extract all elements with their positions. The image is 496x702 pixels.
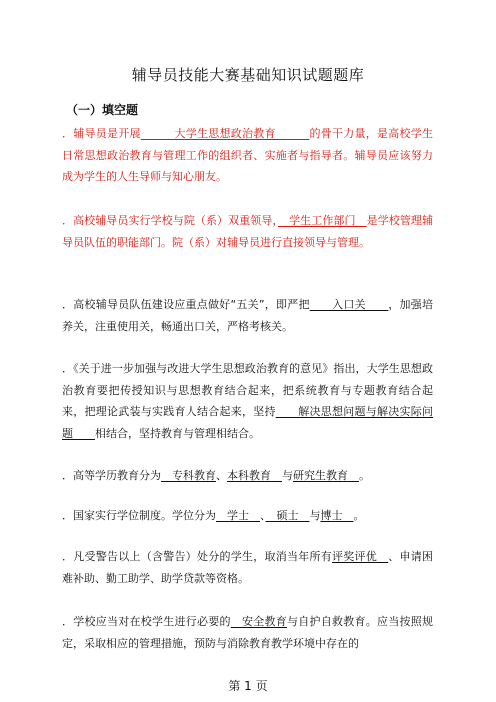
- answer-blank: 大学生思想政治教育: [140, 127, 310, 140]
- question-2: ．高校辅导员实行学校与院（系）双重领导， 学生工作部门 是学校管理辅导员队伍的职能部门。院（系）对辅导员进行直接领导与管理。: [62, 214, 434, 249]
- page-number: 第 1 页: [228, 679, 268, 693]
- question-3: ．高校辅导员队伍建设应重点做好“五关”，即严把 入口关 ，加强培养关，注重使用关，畅通出口关，严格考核关。: [62, 298, 434, 333]
- answer-blank: 安全教育: [230, 615, 287, 628]
- answer-blank: 硕士: [265, 509, 310, 522]
- section-heading: （一）填空题: [66, 103, 139, 117]
- answer-blank: 专科教育: [161, 469, 216, 482]
- question-7: ．凡受警告以上（含警告）处分的学生，取消当年所有评奖评优 、申请困难补助、勤工助学、助学贷款等资格。: [62, 550, 433, 585]
- answer-blank: 研究生教育: [293, 469, 359, 482]
- answer-blank: 入口关: [309, 298, 389, 311]
- document-title: 辅导员技能大赛基础知识试题题库: [131, 66, 365, 84]
- answer-blank: 解决思想问题与解决实际问题: [62, 405, 433, 440]
- question-4: ．《关于进一步加强与改进大学生思想政治教育的意见》指出，大学生思想政治教育要把传授知识与思想教育结合起来，把系统教育与专题教育结合起来，把理论武装与实践育人结合起来，坚持 解决思想问题与解决实际问题 相结合，坚持教育与管理相结合。: [62, 362, 433, 440]
- answer-blank: 学生工作部门: [278, 214, 367, 227]
- answer-blank: 评奖评优: [332, 550, 389, 563]
- answer-blank: 本科教育: [227, 469, 282, 482]
- question-6: ．国家实行学位制度。学位分为 学士 、 硕士 与博士 。: [62, 509, 365, 522]
- answer-blank: 学士: [216, 509, 260, 522]
- question-1: ．辅导员是开展 大学生思想政治教育 的骨干力量，是高校学生日常思想政治教育与管理工作的组织者、实施者与指导者。辅导员应该努力成为学生的人生导师与知心朋友。: [62, 127, 433, 183]
- answer-blank: 博士: [320, 509, 354, 522]
- question-5: ．高等学历教育分为 专科教育、本科教育 与研究生教育 。: [62, 469, 370, 482]
- question-8: ．学校应当对在校学生进行必要的 安全教育与自护自救教育。应当按照规定，采取相应的管理措施，预防与消除教育教学环境中存在的: [62, 615, 433, 650]
